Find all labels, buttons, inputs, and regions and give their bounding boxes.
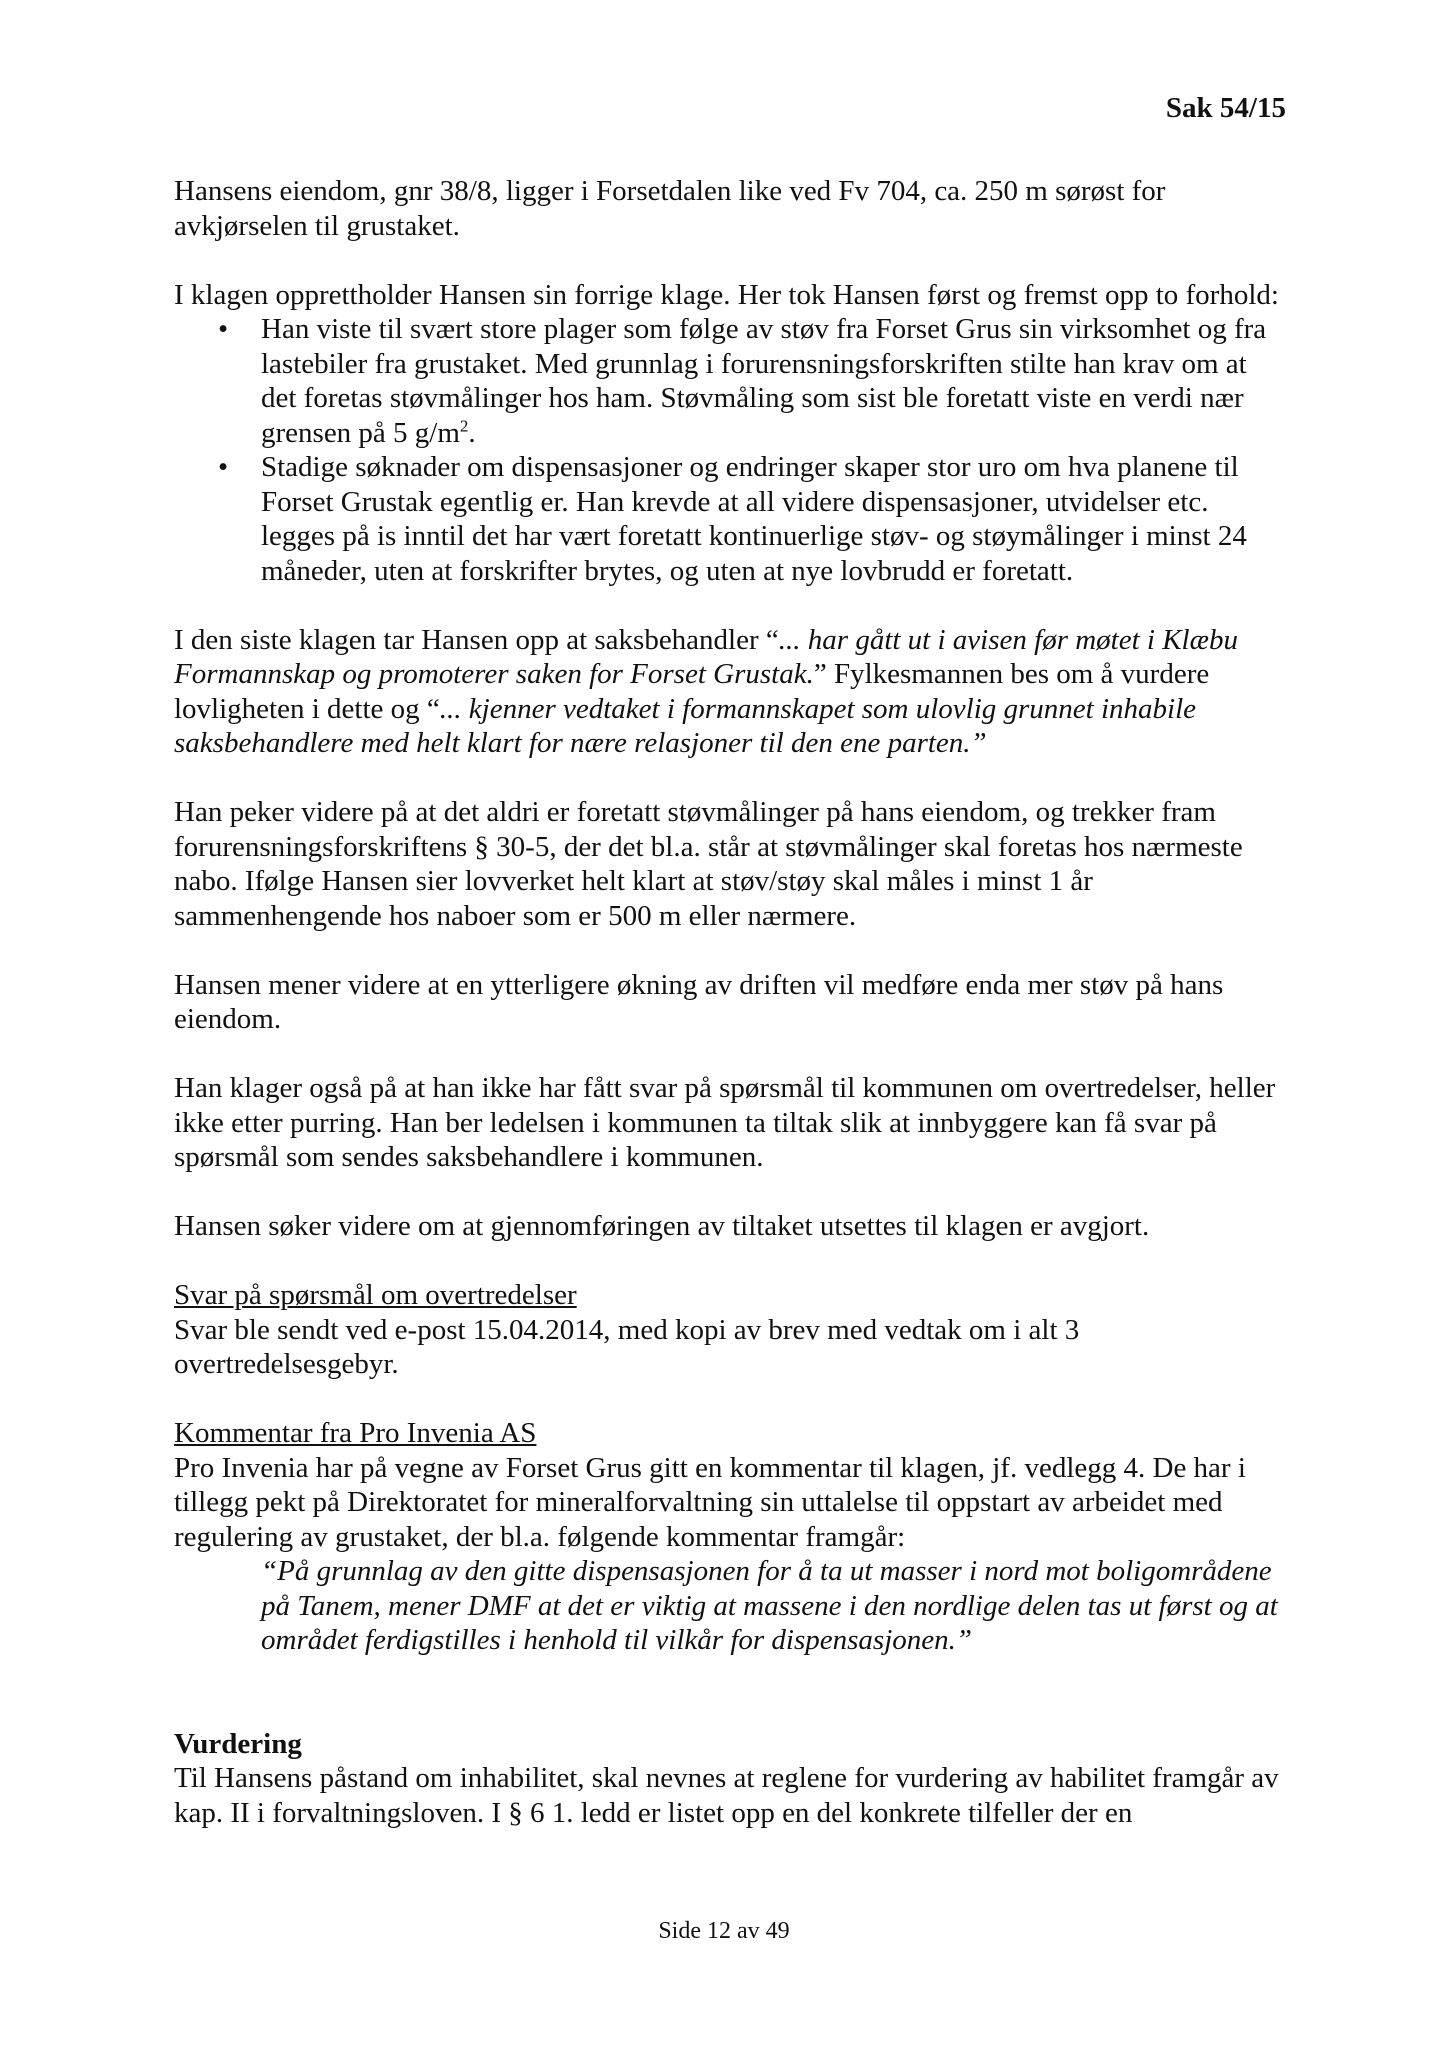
list-item: • Han viste til svært store plager som følge av støv fra Forset Grus sin virksomhet og fra lastebiler fra grustaket. Med grunnlag i forurensningsforskriften stilte han krav om at det foretas støvmålinger hos ham. Støvmåling som sist ble foretatt viste en verdi nær grensen på 5 $g/m^2$. — [218, 313, 1267, 449]
list-item — [218, 450, 1286, 588]
paragraph-latest-complaint: I den siste klagen tar Hansen opp at saksbehandler “... har gått ut i avisen før møtet i Klæbu Formannskap og promoterer saken for Forset Grustak.” Fylkesmannen bes om å vurdere lovligheten i dette og “... kjenner vedtaket i formannskapet som ulovlig grunnet inhabile saksbehandlere med helt klart for nære relasjoner til den ene parten.” — [174, 623, 1238, 759]
page-number: Side 12 av 49 — [658, 1918, 790, 1944]
superscript: 2 — [459, 415, 469, 435]
subheading: Svar på spørsmål om overtredelser — [174, 1279, 577, 1311]
complaint-points-list — [174, 312, 1286, 588]
section-comment: Kommentar fra Pro Invenia AS Pro Invenia har på vegne av Forset Grus gitt en kommentar til klagen, jf. vedlegg 4. De har i tillegg pekt på Direktoratet for mineralforvaltning sin uttalelse til oppstart av arbeidet med regulering av grustaket, der bl.a. følgende kommentar framgår: — [174, 1417, 1246, 1553]
document-body — [174, 174, 1286, 1830]
quoted-text: ... har gått ut i avisen før møtet i Klæbu Formannskap og promoterer saken for Forset Grustak. — [174, 623, 1238, 690]
subheading: Kommentar fra Pro Invenia AS — [174, 1417, 537, 1449]
paragraph-assessment: Til Hansens påstand om inhabilitet, skal nevnes at reglene for vurdering av habilitet framgår av kap. II i forvaltningsloven. I § 6 1. ledd er listet opp en del konkrete tilfeller der en — [174, 1762, 1279, 1829]
block-quote: “På grunnlag av den gitte dispensasjonen for å ta ut masser i nord mot boligområdene på Tanem, mener DMF at det er viktig at massene i den nordlige delen tas ut først og at området ferdigstilles i henhold til vilkår for dispensasjonen.” — [261, 1555, 1278, 1656]
paragraph-property: Hansens eiendom, gnr 38/8, ligger i Forsetdalen like ved Fv 704, ca. 250 m sørøst for avkjørselen til grustaket. — [174, 175, 1166, 242]
section-heading: Vurdering — [174, 1727, 302, 1760]
bullet-icon: • — [218, 451, 229, 483]
quoted-text: ... kjenner vedtaket i formannskapet som ulovlig grunnet inhabile saksbehandlere med helt klart for nære relasjoner til den ene parten.” — [174, 692, 1197, 759]
paragraph-dust-measurements: Han peker videre på at det aldri er foretatt støvmålinger på hans eiendom, og trekker fram forurensningsforskriftens § 30-5, der det bl.a. står at støvmålinger skal foretas hos nærmeste nabo. Ifølge Hansen sier lovverket helt klart at støv/støy skal måles i minst 1 år sammenhengende hos naboer som er 500 m eller nærmere. — [174, 796, 1243, 932]
list-item-text: Han viste til svært store plager som følge av støv fra Forset Grus sin virksomhet og fra lastebiler fra grustaket. Med grunnlag i forurensningsforskriften stilte han krav om at det foretas støvmålinger hos ham. Støvmåling som sist ble foretatt viste en verdi nær grensen på 5 g/m — [261, 313, 1267, 449]
paragraph-increased-operations: Hansen mener videre at en ytterligere økning av driften vil medføre enda mer støv på hans eiendom. — [174, 968, 1224, 1035]
case-reference: Sak 54/15 — [1165, 92, 1286, 124]
bullet-icon: • — [218, 313, 229, 345]
paragraph-complaint-intro: I klagen opprettholder Hansen sin forrige klage. Her tok Hansen først og fremst opp to forhold: — [174, 278, 1279, 311]
list-item-text: Stadige søknader om dispensasjoner og endringer skaper stor uro om hva planene til Forset Grustak egentlig er. Han krevde at all videre dispensasjoner, utvidelser etc. legges på is inntil det har vært foretatt kontinuerlige støv- og støymålinger i minst 24 måneder, uten at forskrifter brytes, og uten at nye lovbrudd er foretatt. — [261, 451, 1247, 587]
section-answer: Svar på spørsmål om overtredelser Svar ble sendt ved e-post 15.04.2014, med kopi av brev med vedtak om i alt 3 overtredelsesgebyr. — [174, 1279, 1080, 1380]
paragraph-postpone-request: Hansen søker videre om at gjennomføringen av tiltaket utsettes til klagen er avgjort. — [174, 1210, 1150, 1242]
paragraph-no-answer: Han klager også på at han ikke har fått svar på spørsmål til kommunen om overtredelser, heller ikke etter purring. Han ber ledelsen i kommunen ta tiltak slik at innbyggere kan få svar på spørsmål som sendes saksbehandlere i kommunen. — [174, 1072, 1276, 1173]
